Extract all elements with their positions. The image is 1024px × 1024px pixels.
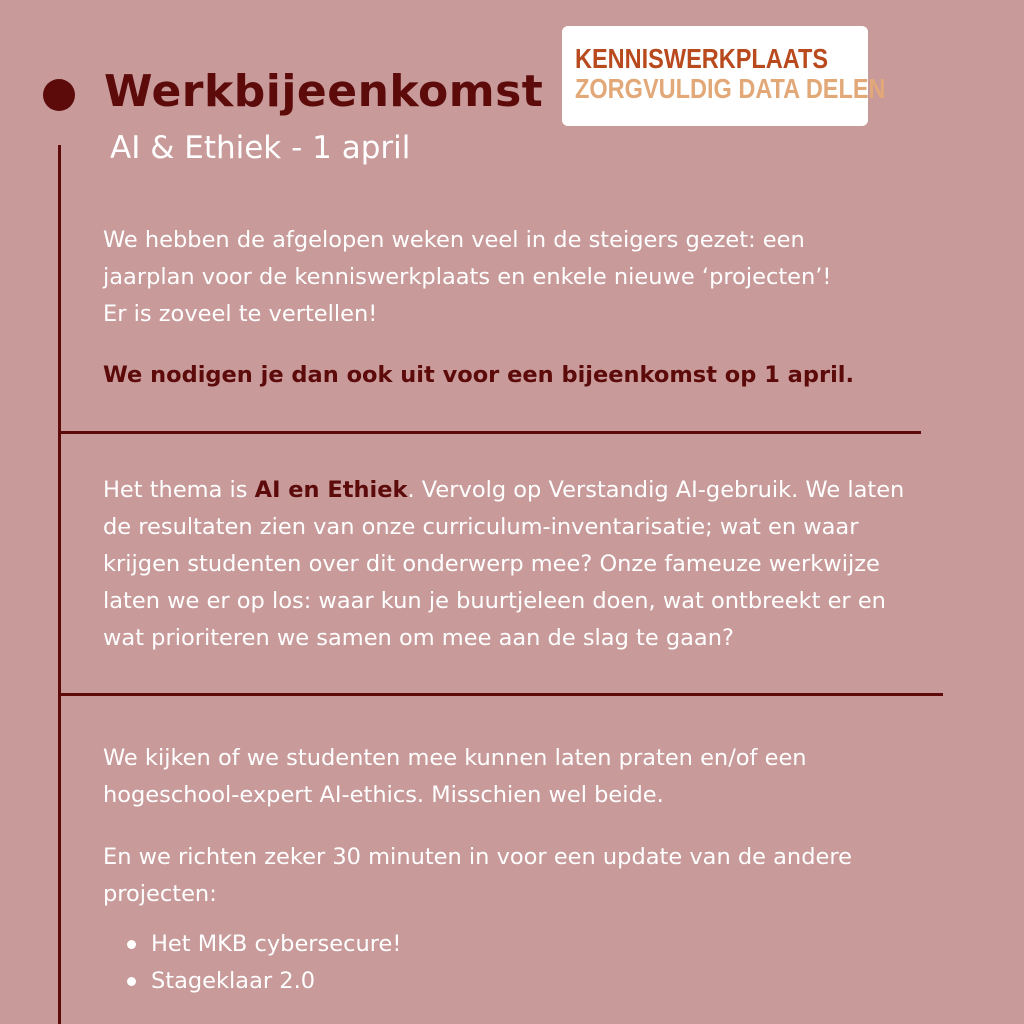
theme-paragraph <box>103 472 983 657</box>
bullet-icon <box>127 940 136 949</box>
projects-list <box>103 926 401 1000</box>
timeline-bullet <box>43 79 75 111</box>
list-item <box>103 963 401 1000</box>
theme-line: wat prioriteren we samen om mee aan de slag te gaan? <box>103 625 734 651</box>
theme-prefix: Het thema is <box>103 477 255 503</box>
section-divider <box>60 693 943 696</box>
intro-paragraph <box>103 222 963 333</box>
intro-line: Er is zoveel te vertellen! <box>103 301 378 327</box>
students-line: hogeschool-expert AI-ethics. Misschien wel beide. <box>103 782 664 808</box>
theme-line <box>103 472 983 509</box>
students-paragraph <box>103 740 963 814</box>
intro-line: We hebben de afgelopen weken veel in de steigers gezet: een <box>103 227 805 253</box>
logo-line-2: ZORGVULDIG DATA DELEN <box>575 73 886 104</box>
timeline-line <box>58 145 61 1024</box>
theme-line: krijgen studenten over dit onderwerp mee? Onze fameuze werkwijze <box>103 551 880 577</box>
theme-line-rest: . Vervolg op Verstandig AI-gebruik. We laten <box>407 477 905 503</box>
page-title: Werkbijeenkomst <box>104 66 544 117</box>
project-name: Het MKB cybersecure! <box>151 931 402 957</box>
students-line: We kijken of we studenten mee kunnen laten praten en/of een <box>103 745 807 771</box>
invitation-text: We nodigen je dan ook uit voor een bijeenkomst op 1 april. <box>103 362 855 388</box>
theme-name: AI en Ethiek <box>254 477 408 503</box>
update-line: En we richten zeker 30 minuten in voor een update van de andere <box>103 844 852 870</box>
update-paragraph <box>103 839 963 913</box>
list-item <box>103 926 401 963</box>
theme-line: de resultaten zien van onze curriculum-inventarisatie; wat en waar <box>103 514 859 540</box>
page-subtitle: AI & Ethiek - 1 april <box>110 130 411 166</box>
update-line: projecten: <box>103 881 217 907</box>
logo-line-1: KENNISWERKPLAATS <box>575 43 829 74</box>
theme-line: laten we er op los: waar kun je buurtjeleen doen, wat ontbreekt er en <box>103 588 886 614</box>
section-divider <box>60 431 921 434</box>
bullet-icon <box>127 977 136 986</box>
intro-line: jaarplan voor de kenniswerkplaats en enkele nieuwe ‘projecten’! <box>103 264 832 290</box>
logo <box>562 26 886 126</box>
project-name: Stageklaar 2.0 <box>151 968 316 994</box>
